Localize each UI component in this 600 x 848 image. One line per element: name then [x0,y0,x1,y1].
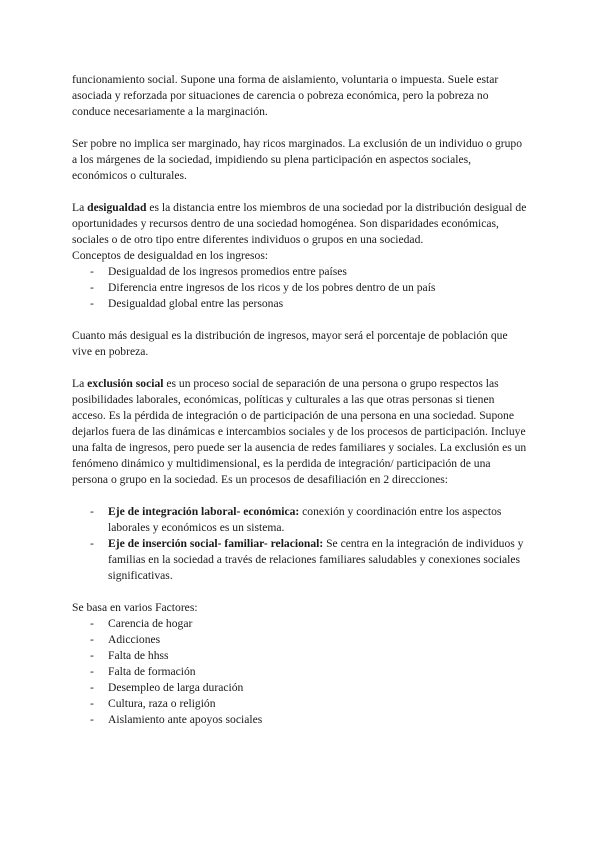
paragraph-desigualdad [72,200,528,248]
list-item: - Diferencia entre ingresos de los ricos y de los pobres dentro de un país [72,280,528,296]
list-item: - Desigualdad global entre las personas [72,296,528,312]
list-item: - Aislamiento ante apoyos sociales [72,712,528,728]
axis-item-laboral [72,504,528,536]
paragraph-pobreza: Ser pobre no implica ser marginado, hay ricos marginados. La exclusión de un individuo o grupo a los márgenes de la sociedad, impidiendo su plena participación en aspectos sociales, económicos o culturales. [72,137,523,182]
desigualdad-concepts-intro: Conceptos de desigualdad en los ingresos: [72,249,269,262]
axis-label: Eje de integración laboral- económica: [108,505,300,518]
exclusion-definition: es un proceso social de separación de una persona o grupo respectos las posibilidades laborales, económicas, políticas y culturales a las que otras personas si tienen acceso. Es la pérdida de integración o de participación de una persona en una sociedad. Supone dejarlos fuera de las dinámicas e intercambios sociales y de los procesos de participación. Incluye una falta de ingresos, pero puede ser la ausencia de redes familiares y sociales. La exclusión es un fenómeno dinámico y multidimensional, es la perdida de integración/ participación de una persona o grupo en la sociedad. Es un procesos de desafiliación en 2 direcciones: [72,377,527,486]
paragraph-exclusion [72,376,528,488]
axis-text: Se centra en la integración de individuos y familias en la sociedad a través de relaciones familiares saludables y conexiones sociales significativas. [108,537,524,582]
list-item: - Carencia de hogar [72,616,528,632]
factores-intro: Se basa en varios Factores: [72,601,198,614]
list-item: - Falta de formación [72,664,528,680]
list-item: - Adicciones [72,632,528,648]
paragraph-marginacion: funcionamiento social. Supone una forma de aislamiento, voluntaria o impuesta. Suele estar asociada y reforzada por situaciones de carencia o pobreza económica, pero la pobreza no conduce necesariamente a la marginación. [72,73,499,118]
list-item: - Cultura, raza o religión [72,696,528,712]
axis-label: Eje de inserción social- familiar- relacional: [108,537,324,550]
paragraph-distribucion: Cuanto más desigual es la distribución de ingresos, mayor será el porcentaje de población que vive en pobreza. [72,329,508,358]
list-item: - Desempleo de larga duración [72,680,528,696]
exclusion-pre: La [72,377,88,390]
factores-list [72,616,528,728]
exclusion-axes-list [72,504,528,584]
list-item: - Falta de hhss [72,648,528,664]
term-desigualdad: desigualdad [87,201,147,214]
list-item: - Desigualdad de los ingresos promedios entre países [72,264,528,280]
axis-text: conexión y coordinación entre los aspectos laborales y económicos es un sistema. [108,505,502,534]
desigualdad-pre: La [72,201,88,214]
desigualdad-list [72,264,528,312]
axis-item-social [72,536,528,584]
term-exclusion-social: exclusión social [87,377,164,390]
desigualdad-definition: es la distancia entre los miembros de una sociedad por la distribución desigual de oportunidades y recursos dentro de una sociedad homogénea. Son disparidades económicas, sociales o de otro tipo entre diferentes individuos o grupos en una sociedad. [72,201,527,246]
